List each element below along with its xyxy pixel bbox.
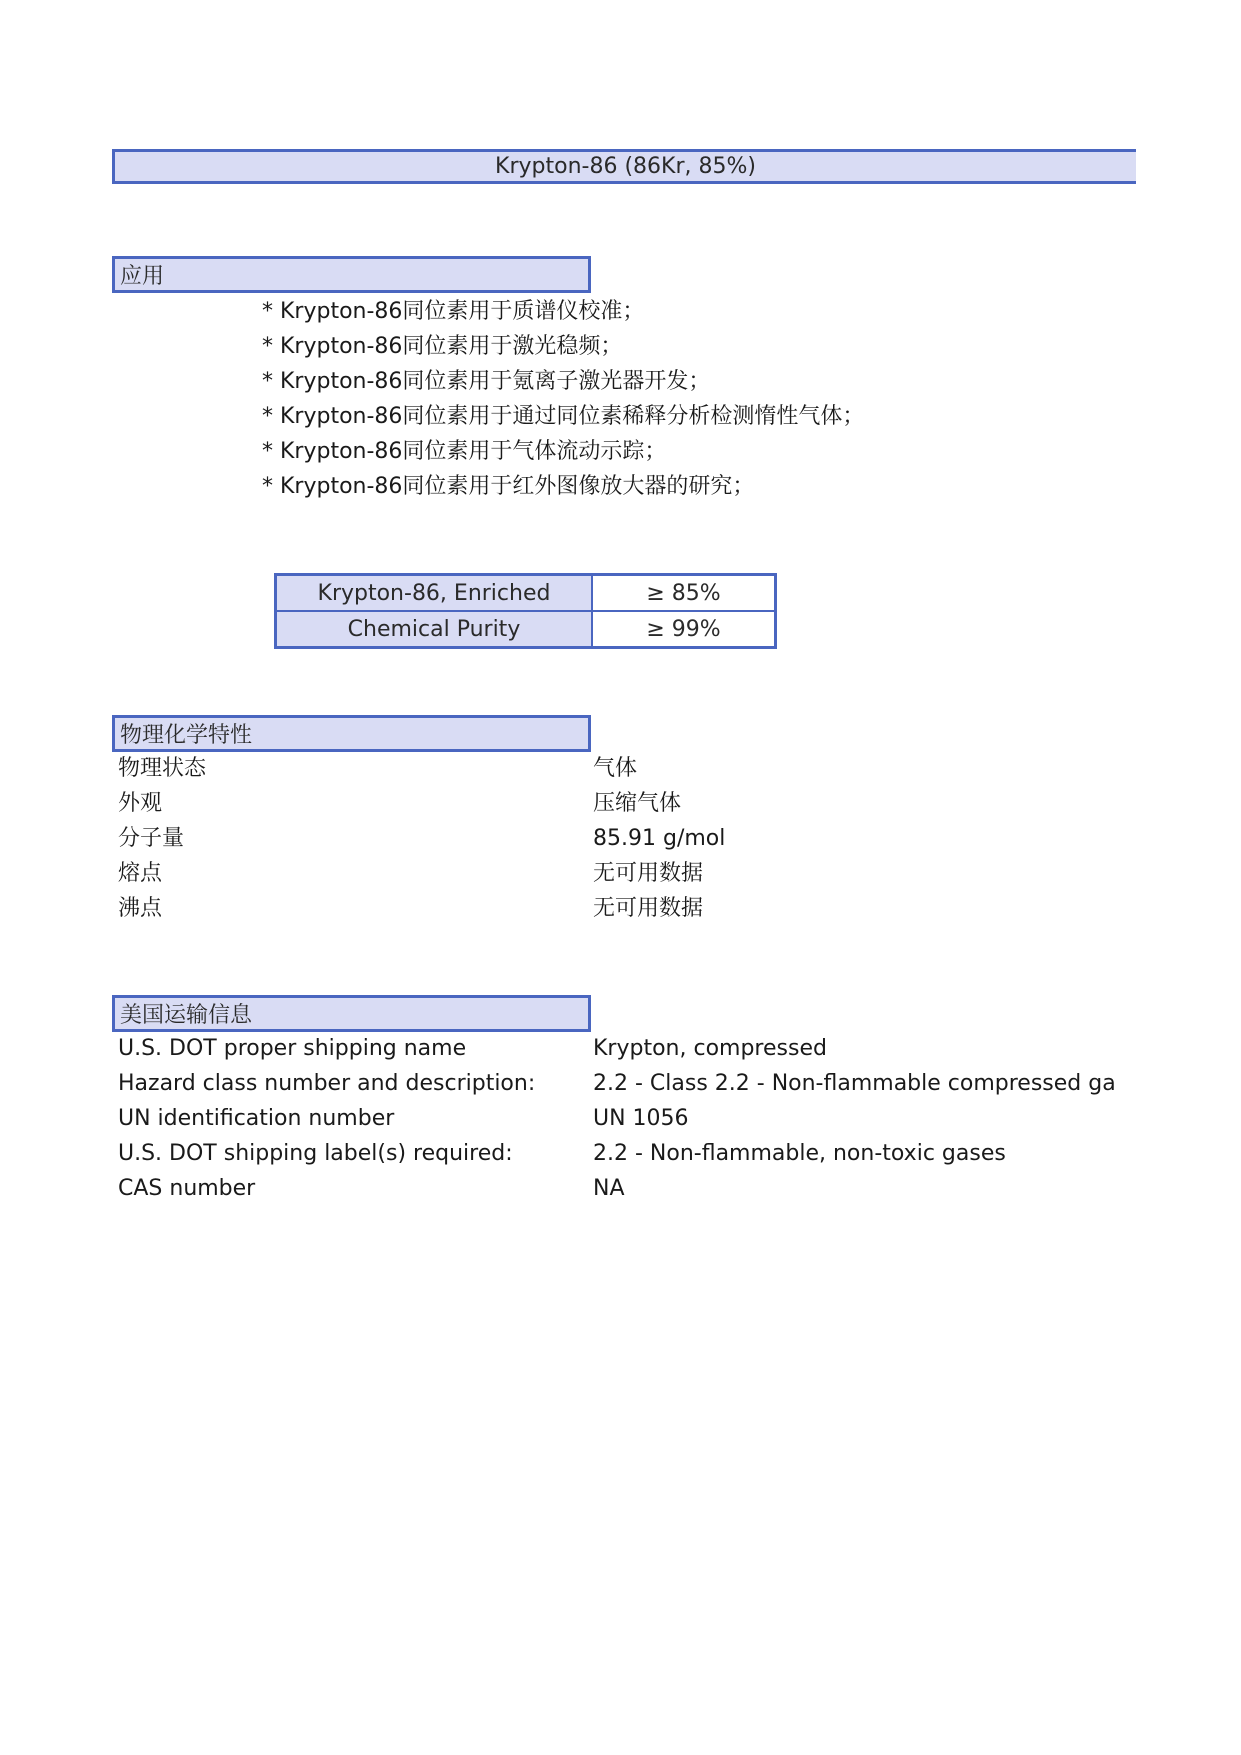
list-item: * Krypton-86同位素用于质谱仪校准；	[262, 299, 645, 324]
shipping-key: CAS number	[118, 1176, 256, 1201]
list-item: * Krypton-86同位素用于氪离子激光器开发；	[262, 369, 711, 394]
shipping-value: UN 1056	[593, 1106, 689, 1131]
shipping-header: 美国运输信息	[112, 995, 591, 1032]
properties-header: 物理化学特性	[112, 715, 591, 752]
shipping-row	[118, 1066, 1136, 1101]
properties-list	[118, 751, 1136, 926]
property-value: 气体	[593, 756, 638, 781]
shipping-key: U.S. DOT proper shipping name	[118, 1036, 467, 1061]
spec-label: Chemical Purity	[276, 611, 593, 648]
property-value: 85.91 g/mol	[593, 826, 726, 851]
table-row	[276, 575, 776, 612]
property-key: 沸点	[118, 896, 163, 921]
property-key: 外观	[118, 791, 163, 816]
spec-value: ≥ 85%	[592, 575, 776, 612]
shipping-value: NA	[593, 1176, 625, 1201]
list-item: * Krypton-86同位素用于红外图像放大器的研究；	[262, 474, 755, 499]
shipping-value: 2.2 - Non-flammable, non-toxic gases	[593, 1141, 1006, 1166]
shipping-value: 2.2 - Class 2.2 - Non-flammable compressed ga	[593, 1071, 1116, 1096]
shipping-row	[118, 1101, 1136, 1136]
shipping-key: UN identification number	[118, 1106, 395, 1131]
property-key: 熔点	[118, 861, 163, 886]
shipping-row	[118, 1136, 1136, 1171]
shipping-key: Hazard class number and description:	[118, 1071, 536, 1096]
spec-label: Krypton-86, Enriched	[276, 575, 593, 612]
property-row	[118, 891, 1136, 926]
property-row	[118, 821, 1136, 856]
table-row	[276, 611, 776, 648]
shipping-key: U.S. DOT shipping label(s) required:	[118, 1141, 513, 1166]
property-row	[118, 856, 1136, 891]
property-row	[118, 786, 1136, 821]
specification-table	[274, 573, 777, 649]
property-key: 分子量	[118, 826, 185, 851]
list-item: * Krypton-86同位素用于通过同位素稀释分析检测惰性气体；	[262, 404, 865, 429]
property-row	[118, 751, 1136, 786]
list-item: * Krypton-86同位素用于气体流动示踪；	[262, 439, 667, 464]
shipping-list	[118, 1031, 1136, 1206]
shipping-row	[118, 1171, 1136, 1206]
property-value: 无可用数据	[593, 896, 704, 921]
spec-value: ≥ 99%	[592, 611, 776, 648]
applications-list	[262, 294, 864, 504]
property-value: 无可用数据	[593, 861, 704, 886]
shipping-value: Krypton, compressed	[593, 1036, 827, 1061]
property-value: 压缩气体	[593, 791, 682, 816]
document-title: Krypton-86 (86Kr, 85%)	[112, 149, 1136, 184]
shipping-row	[118, 1031, 1136, 1066]
list-item: * Krypton-86同位素用于激光稳频；	[262, 334, 623, 359]
applications-header: 应用	[112, 256, 591, 293]
property-key: 物理状态	[118, 756, 207, 781]
